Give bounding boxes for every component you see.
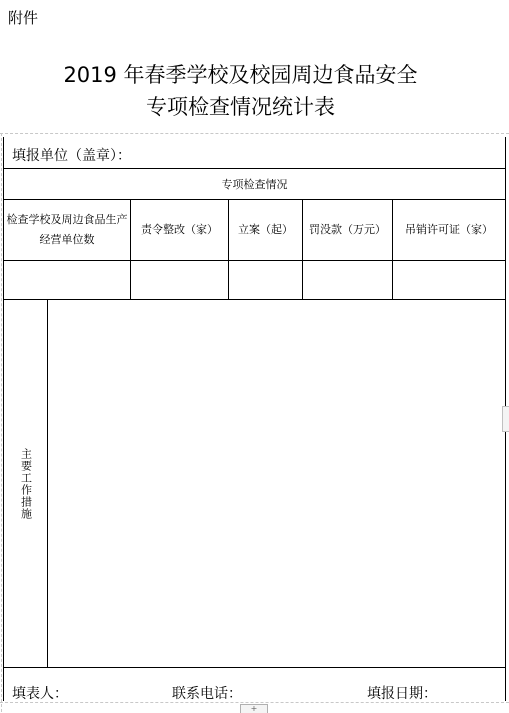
page-guide-top — [0, 133, 509, 134]
document-title-line2: 专项检查情况统计表 — [146, 95, 335, 119]
table-resize-handle[interactable] — [502, 406, 509, 432]
column-header-units-checked: 检查学校及周边食品生产经营单位数 — [4, 200, 131, 261]
table-move-handle[interactable]: + — [240, 704, 268, 713]
column-header-fines: 罚没款（万元） — [303, 200, 393, 261]
cell-cases-filed[interactable] — [229, 261, 303, 300]
cell-fines[interactable] — [303, 261, 393, 300]
column-header-rectification: 责令整改（家） — [131, 200, 229, 261]
filler-label: 填表人： — [12, 686, 68, 702]
inspection-table — [3, 168, 506, 668]
reporting-unit-label: 填报单位（盖章）： — [12, 148, 131, 164]
phone-label: 联系电话： — [172, 686, 242, 702]
table-section-header: 专项检查情况 — [4, 169, 506, 200]
attachment-label: 附件 — [8, 9, 39, 27]
measures-label: 主要工作措施 — [19, 447, 33, 520]
measures-content[interactable] — [48, 300, 506, 668]
column-header-licenses-revoked: 吊销许可证（家） — [393, 200, 506, 261]
measures-label-cell — [4, 300, 48, 668]
column-header-cases-filed: 立案（起） — [229, 200, 303, 261]
cell-rectification[interactable] — [131, 261, 229, 300]
cell-units-checked[interactable] — [4, 261, 131, 300]
page-guide-left — [1, 133, 2, 712]
date-label: 填报日期： — [367, 686, 437, 702]
cell-licenses-revoked[interactable] — [393, 261, 506, 300]
page-guide-bottom — [0, 702, 509, 703]
document-title-line1: 2019 年春季学校及校园周边食品安全 — [63, 63, 418, 87]
